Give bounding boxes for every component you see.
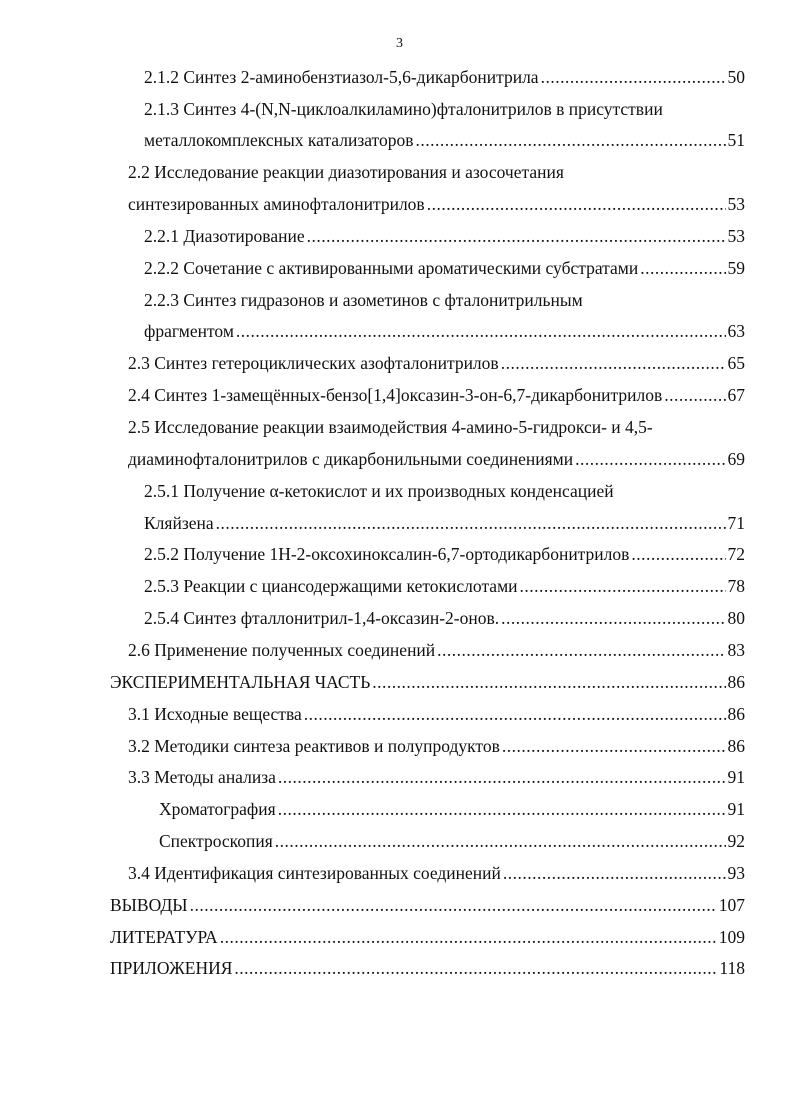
toc-entry-title: 3.4 Идентификация синтезированных соединений (128, 863, 501, 883)
toc-entry-page: 93 (727, 863, 745, 883)
toc-entry-title: 2.5.3 Реакции с циансодержащими кетокислотами (144, 576, 518, 596)
toc-entry-page: 59 (727, 258, 745, 278)
dot-leader (190, 890, 717, 921)
toc-entry-page: 50 (727, 67, 745, 87)
toc-entry (0, 62, 799, 93)
dot-leader (631, 539, 725, 570)
dot-leader (278, 762, 726, 793)
toc-entry-title: 2.2.1 Диазотирование (144, 226, 305, 246)
toc-entry-title: диаминофталонитрилов с дикарбонильными соединениями (128, 449, 574, 469)
toc-entry-page: 109 (718, 927, 745, 947)
dot-leader (640, 253, 725, 284)
toc-entry-title: 2.2 Исследование реакции диазотирования и азосочетания (128, 162, 564, 182)
page-number: 3 (396, 36, 403, 51)
toc-entry (0, 285, 799, 316)
toc-entry-title: фрагментом (144, 321, 234, 341)
toc-entry-title: ВЫВОДЫ (110, 895, 188, 915)
toc-entry-title: ЭКСПЕРИМЕНТАЛЬНАЯ ЧАСТЬ (110, 672, 371, 692)
toc-entry-title: синтезированных аминофталонитрилов (128, 194, 425, 214)
dot-leader (427, 189, 726, 220)
toc-entry (0, 794, 799, 825)
toc-entry-page: 91 (727, 799, 745, 819)
toc-entry-page: 53 (727, 226, 745, 246)
toc-entry (0, 762, 799, 793)
toc-entry (0, 667, 799, 698)
dot-leader (216, 508, 726, 539)
toc-entry-title: 3.2 Методики синтеза реактивов и полупродуктов (128, 736, 500, 756)
toc-entry (0, 380, 799, 411)
toc-entry-title: 2.5.1 Получение α-кетокислот и их производных конденсацией (144, 481, 614, 501)
toc-entry (0, 476, 799, 507)
toc-entry-title: 2.5.2 Получение 1H-2-оксохиноксалин-6,7-ортодикарбонитрилов (144, 544, 630, 564)
dot-leader (437, 635, 725, 666)
toc-entry (0, 221, 799, 252)
toc-entry (0, 125, 799, 156)
dot-leader (501, 348, 726, 379)
toc-entry-title: ПРИЛОЖЕНИЯ (110, 958, 233, 978)
toc-entry-page: 92 (727, 831, 745, 851)
toc-entry-page: 80 (727, 608, 745, 628)
dot-leader (278, 794, 726, 825)
toc-entry (0, 253, 799, 284)
toc-entry-page: 86 (727, 672, 745, 692)
dot-leader (236, 316, 726, 347)
toc-entry (0, 826, 799, 857)
toc-entry-page: 63 (727, 321, 745, 341)
toc-entry-title: 2.3 Синтез гетероциклических азофталонитрилов (128, 353, 499, 373)
toc-entry-title: металлокомплексных катализаторов (144, 130, 414, 150)
toc-entry-page: 78 (727, 576, 745, 596)
dot-leader (502, 731, 726, 762)
toc-entry (0, 635, 799, 666)
dot-leader (501, 603, 725, 634)
toc-entry-title: 2.1.2 Синтез 2-аминобензтиазол-5,6-дикарбонитрила (144, 67, 539, 87)
toc-entry-page: 118 (719, 958, 745, 978)
dot-leader (415, 125, 725, 156)
toc-entry (0, 508, 799, 539)
dot-leader (372, 667, 725, 698)
dot-leader (575, 444, 725, 475)
toc-entry-page: 65 (727, 353, 745, 373)
toc-entry-page: 91 (727, 767, 745, 787)
toc-entry-title: 2.1.3 Синтез 4-(N,N-циклоалкиламино)фталонитрилов в присутствии (144, 99, 663, 119)
toc-entry (0, 699, 799, 730)
toc-entry-title: 2.2.2 Сочетание с активированными ароматическими субстратами (144, 258, 639, 278)
toc-entry (0, 953, 799, 984)
toc-entry-title: 2.4 Синтез 1-замещённых-бензо[1,4]оксазин-3-он-6,7-дикарбонитрилов (128, 385, 663, 405)
dot-leader (234, 953, 717, 984)
toc-entry-title: 2.6 Применение полученных соединений (128, 640, 436, 660)
toc-entry-title: Кляйзена (144, 513, 214, 533)
toc-entry (0, 603, 799, 634)
toc-entry-page: 69 (727, 449, 745, 469)
toc-entry-page: 71 (727, 513, 745, 533)
dot-leader (220, 922, 717, 953)
toc-entry (0, 731, 799, 762)
toc-entry-page: 86 (727, 704, 745, 724)
toc-entry-title: 2.5.4 Синтез фталлонитрил-1,4-оксазин-2-онов. (144, 608, 500, 628)
toc-entry (0, 412, 799, 443)
dot-leader (503, 858, 726, 889)
dot-leader (307, 221, 726, 252)
toc-entry-page: 72 (727, 544, 745, 564)
toc-entry (0, 858, 799, 889)
dot-leader (304, 699, 726, 730)
dot-leader (275, 826, 726, 857)
toc-entry (0, 444, 799, 475)
toc-entry (0, 94, 799, 125)
toc-entry (0, 539, 799, 570)
toc-entry-title: 2.5 Исследование реакции взаимодействия 4-амино-5-гидрокси- и 4,5- (128, 417, 653, 437)
toc-entry (0, 571, 799, 602)
toc-entry-page: 51 (727, 130, 745, 150)
toc-entry (0, 348, 799, 379)
toc-entry (0, 316, 799, 347)
toc-entry-title: Спектроскопия (159, 831, 273, 851)
toc-entry-title: 2.2.3 Синтез гидразонов и азометинов с фталонитрильным (144, 290, 583, 310)
toc-entry (0, 922, 799, 953)
toc-entry (0, 157, 799, 188)
toc-entry-page: 107 (718, 895, 745, 915)
dot-leader (520, 571, 726, 602)
toc-entry (0, 890, 799, 921)
toc-entry (0, 189, 799, 220)
dot-leader (541, 62, 726, 93)
toc-entry-title: ЛИТЕРАТУРА (110, 927, 218, 947)
toc-entry-title: 3.1 Исходные вещества (128, 704, 302, 724)
toc-entry-page: 83 (727, 640, 745, 660)
toc-entry-title: 3.3 Методы анализа (128, 767, 276, 787)
toc-entry-page: 86 (727, 736, 745, 756)
toc-entry-page: 53 (727, 194, 745, 214)
dot-leader (664, 380, 725, 411)
toc-entry-title: Хроматография (159, 799, 276, 819)
toc-entry-page: 67 (727, 385, 745, 405)
